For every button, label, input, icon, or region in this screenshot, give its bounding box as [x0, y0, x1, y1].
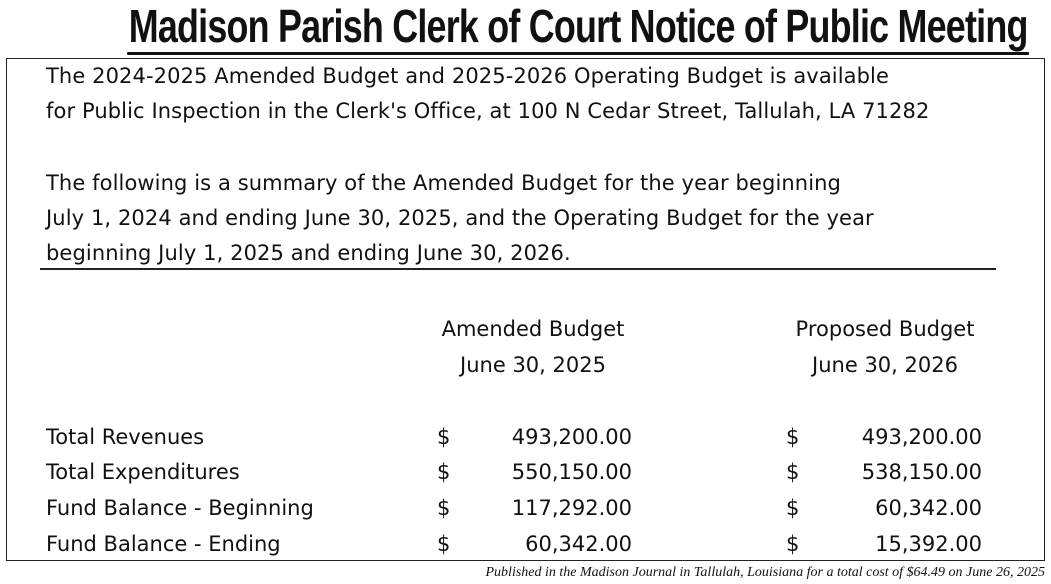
proposed-value: 493,200.00	[861, 425, 982, 449]
column-header-amended	[402, 311, 664, 383]
intro-line-2: for Public Inspection in the Clerk's Office, at 100 N Cedar Street, Tallulah, LA 71282	[46, 99, 930, 123]
summary-line-2: July 1, 2024 and ending June 30, 2025, and the Operating Budget for the year	[46, 206, 874, 230]
row-label: Fund Balance - Ending	[46, 532, 281, 556]
column-header-proposed-title: Proposed Budget	[795, 317, 975, 341]
column-header-proposed	[754, 311, 1016, 383]
currency-symbol: $	[786, 460, 800, 484]
publication-footer: Published in the Madison Journal in Tallulah, Louisiana for a total cost of $64.49 on June 26, 2025	[485, 565, 1045, 580]
currency-symbol: $	[786, 496, 800, 520]
summary-line-3: beginning July 1, 2025 and ending June 30, 2026.	[46, 241, 571, 265]
amended-value: 550,150.00	[511, 460, 632, 484]
currency-symbol: $	[437, 496, 451, 520]
intro-line-1: The 2024-2025 Amended Budget and 2025-2026 Operating Budget is available	[46, 64, 890, 88]
intro-paragraph	[46, 59, 929, 129]
row-label: Total Revenues	[46, 425, 205, 449]
currency-symbol: $	[437, 460, 451, 484]
divider-line	[40, 268, 996, 270]
currency-symbol: $	[786, 425, 800, 449]
column-header-amended-title: Amended Budget	[441, 317, 625, 341]
amended-value: 60,342.00	[525, 532, 632, 556]
column-header-proposed-date: June 30, 2026	[812, 353, 958, 377]
currency-symbol: $	[437, 532, 451, 556]
amended-value: 493,200.00	[511, 425, 632, 449]
table-row	[0, 526, 1051, 562]
proposed-value: 538,150.00	[861, 460, 982, 484]
notice-title: Madison Parish Clerk of Court Notice of Public Meeting	[127, 0, 1029, 55]
currency-symbol: $	[437, 425, 451, 449]
row-label: Fund Balance - Beginning	[46, 496, 314, 520]
table-row	[0, 490, 1051, 526]
summary-line-1: The following is a summary of the Amended Budget for the year beginning	[46, 171, 841, 195]
row-label: Total Expenditures	[46, 460, 240, 484]
table-row	[0, 454, 1051, 490]
amended-value: 117,292.00	[511, 496, 632, 520]
column-header-amended-date: June 30, 2025	[460, 353, 606, 377]
currency-symbol: $	[786, 532, 800, 556]
table-row	[0, 419, 1051, 455]
proposed-value: 60,342.00	[875, 496, 982, 520]
notice-title-wrap	[0, 0, 1051, 58]
summary-paragraph	[46, 166, 874, 271]
proposed-value: 15,392.00	[875, 532, 982, 556]
